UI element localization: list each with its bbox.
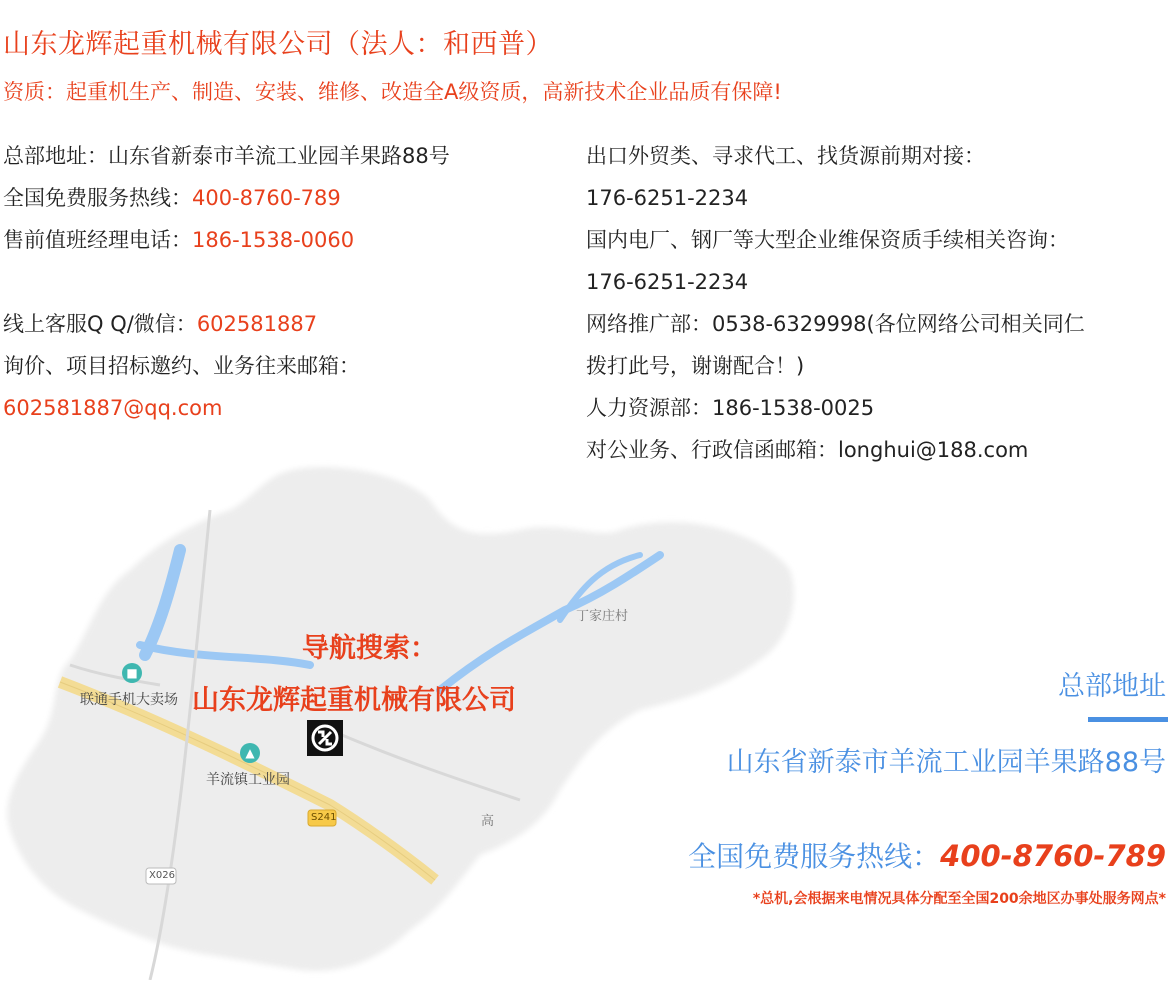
export-phone[interactable]: 176-6251-2234: [586, 186, 749, 210]
qq-value[interactable]: 602581887: [196, 312, 318, 336]
hotline-value[interactable]: 400-8760-789: [192, 186, 341, 210]
qq-label: 线上客服Q Q/微信：: [3, 312, 197, 336]
poi-mall-label: 联通手机大卖场: [80, 692, 178, 708]
qq-line: [3, 303, 450, 345]
contact-left-column: [3, 135, 450, 429]
hr-line: 人力资源部：186-1538-0025: [586, 396, 875, 420]
hq-hotline-label: 全国免费服务热线：: [688, 840, 941, 873]
nav-company: 山东龙辉起重机械有限公司: [192, 685, 516, 716]
network-line-2: 拨打此号，谢谢配合！): [586, 354, 805, 378]
poi-mall[interactable]: [122, 662, 142, 683]
qr-code-icon[interactable]: [307, 720, 343, 756]
hq-hotline: [688, 835, 1166, 875]
hq-footnote: *总机,会根据来电情况具体分配至全国200余地区办事处服务网点*: [752, 891, 1166, 907]
network-line-1: 网络推广部：0538-6329998(各位网络公司相关同仁: [586, 312, 1085, 336]
maintenance-label: 国内电厂、钢厂等大型企业维保资质手续相关咨询：: [586, 228, 1069, 252]
road-x026-label: X026: [149, 870, 175, 881]
hq-address: 山东省新泰市羊流工业园羊果路88号: [726, 747, 1166, 778]
map-land-area: [7, 467, 793, 971]
poi-park[interactable]: [240, 742, 260, 763]
hq-divider: [1088, 717, 1168, 722]
maintenance-phone[interactable]: 176-6251-2234: [586, 270, 749, 294]
map-graphic: [0, 460, 800, 980]
poi-partial-label: 高: [481, 814, 495, 829]
email-value[interactable]: 602581887@qq.com: [3, 396, 223, 420]
map-pin-icon: ■: [122, 663, 142, 683]
address-label: 总部地址：: [3, 144, 108, 168]
email-label: 询价、项目招标邀约、业务往来邮箱：: [3, 354, 360, 378]
poi-village-label: 丁家庄村: [576, 609, 629, 624]
hq-label: 总部地址: [1058, 671, 1166, 702]
hq-hotline-number[interactable]: 400-8760-789: [940, 839, 1166, 873]
hotline-line: [3, 177, 450, 219]
hotline-label: 全国免费服务热线：: [3, 186, 192, 210]
location-map[interactable]: [0, 460, 800, 980]
presales-label: 售前值班经理电话：: [3, 228, 192, 252]
qualification-text: 资质：起重机生产、制造、安装、维修、改造全A级资质，高新技术企业品质有保障!: [3, 80, 782, 104]
road-s241-label: S241: [311, 812, 337, 823]
address-value: 山东省新泰市羊流工业园羊果路88号: [108, 144, 450, 168]
nav-title: 导航搜索：: [302, 633, 437, 664]
admin-email-line: 对公业务、行政信函邮箱：longhui@188.com: [586, 438, 1029, 462]
presales-phone[interactable]: 186-1538-0060: [192, 228, 355, 252]
poi-park-label: 羊流镇工业园: [206, 772, 290, 788]
company-title: 山东龙辉起重机械有限公司（法人：和西普）: [3, 29, 553, 60]
export-label: 出口外贸类、寻求代工、找货源前期对接：: [586, 144, 985, 168]
address-line: [3, 135, 450, 177]
presales-line: [3, 219, 450, 261]
map-pin-icon: ▲: [240, 743, 260, 763]
contact-right-column: [586, 135, 1085, 471]
